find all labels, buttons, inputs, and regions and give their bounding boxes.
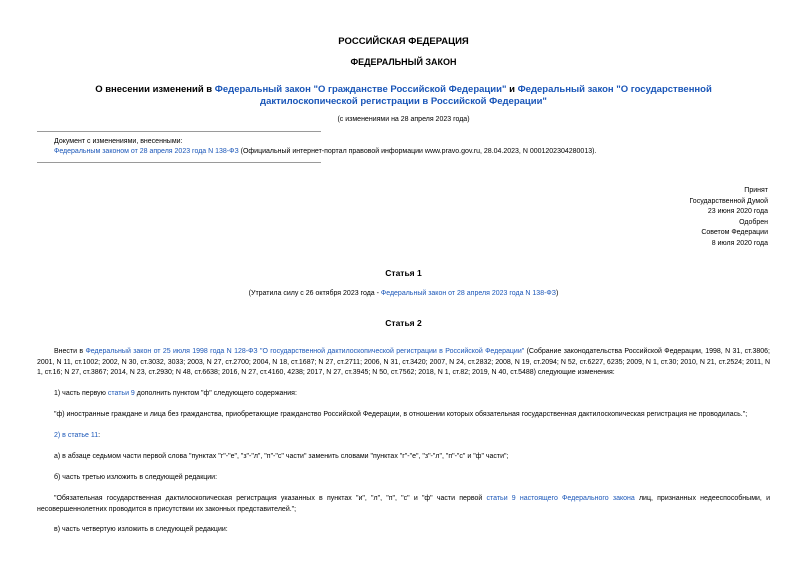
title-middle: и — [506, 84, 518, 95]
amendments-line — [54, 147, 794, 157]
intro-start: Внести в — [54, 348, 86, 355]
adoption-block — [689, 186, 768, 249]
repealed-law-link[interactable]: Федеральный закон от 28 апреля 2023 года N 138-ФЗ — [380, 290, 556, 297]
paragraph-1 — [37, 389, 770, 400]
p3-number-link[interactable]: 2) — [54, 432, 63, 439]
paragraph-7: в) часть четвертую изложить в следующей редакции: — [54, 526, 228, 533]
adoption-line: Государственной Думой — [689, 197, 768, 205]
repealed-prefix: (Утратила силу с 26 октября 2023 года - — [248, 290, 381, 297]
intro-rest: (Собрание законодательства Российской Федерации, 1998, N 31, ст.3806; 2001, N 11, ст.1002; 2002, N 30, ст.3032, 3033; 2003, N 27, ст.2700; 2004, N 18, ст.1687; N 27, ст.2711; 2006, N 31, ст.3420; 2007, N 24, ст.2832; 2008, N 19, ст.2094; N 52, ст.6227, 6235; 2009, N 1, ст.30; 2010, N 21, ст.2524; 2011, N 1, ст.16; N 27, ст.3867; 2014, N 23, ст.2930; N 48, ст.6638; 2016, N 27, ст.4160, 4238; 2017, N 27, ст.3945; N 50, ст.7562; 2018, N 1, ст.82; 2019, N 40, ст.5488) следующие изменения: — [37, 348, 770, 376]
article-2-heading: Статья 2 — [385, 318, 422, 328]
amendment-law-link[interactable]: Федеральным законом от 28 апреля 2023 года N 138-ФЗ — [54, 148, 239, 155]
repealed-suffix: ) — [555, 290, 559, 297]
law-type-heading: ФЕДЕРАЛЬНЫЙ ЗАКОН — [350, 57, 457, 67]
article-11-link[interactable]: в статье 11 — [62, 432, 99, 439]
country-heading: РОССИЙСКАЯ ФЕДЕРАЦИЯ — [338, 36, 469, 47]
divider-bottom — [37, 162, 321, 163]
changes-note: (с изменениями на 28 апреля 2023 года) — [337, 116, 470, 123]
paragraph-5: б) часть третью изложить в следующей редакции: — [54, 474, 218, 481]
p1-rest: дополнить пунктом "ф" следующего содержания: — [134, 390, 297, 397]
amendments-box — [54, 137, 794, 157]
title-prefix: О внесении изменений в — [95, 84, 215, 95]
article-1-heading: Статья 1 — [385, 268, 422, 278]
article-1-repealed-note — [0, 290, 807, 297]
adoption-line: Одобрен — [739, 218, 768, 226]
adoption-line: 8 июля 2020 года — [711, 239, 768, 247]
paragraph-6 — [37, 494, 770, 515]
paragraph-2: "ф) иностранные граждане и лица без гражданства, приобретающие гражданство Российской Федерации, в отношении которых обязательная государственная дактилоскопическая регистрация не проводилась."; — [54, 411, 748, 418]
article-2-intro — [37, 347, 770, 379]
p1-start: 1) часть первую — [54, 390, 108, 397]
p6-start: "Обязательная государственная дактилоскопическая регистрация указанных в пунктах "и", "л", "п", "с" и "ф" части первой — [54, 495, 487, 502]
adoption-line: 23 июня 2020 года — [707, 208, 768, 215]
amendment-source: (Официальный интернет-портал правовой информации www.pravo.gov.ru, 28.04.2023, N 0001202304280013). — [238, 148, 597, 155]
paragraph-4: а) в абзаце седьмом части первой слова "пунктах "г"-"е", "з"-"л", "п"-"с" части" заменить словами "пунктах "г"-"е", "з"-"л", "п"-"с" и "ф" части"; — [54, 453, 509, 460]
p6-rest: лиц, признанных недееспособными, и несовершеннолетних проводится в присутствии их законных представителей."; — [37, 495, 770, 513]
article-9-link[interactable]: статьи 9 — [107, 390, 135, 397]
law-128-fz-link[interactable]: Федеральный закон от 25 июля 1998 года N 128-ФЗ "О государственной дактилоскопической регистрации в Российской Федерации" — [85, 348, 525, 355]
law-title — [60, 84, 747, 108]
title-link-citizenship-law[interactable]: Федеральный закон "О гражданстве Российской Федерации" — [214, 84, 507, 95]
title-link-dactyloscopic-law[interactable]: Федеральный закон "О государственной дактилоскопической регистрации в Российской Федерации" — [260, 84, 712, 107]
adoption-line: Принят — [744, 187, 768, 194]
article-9-this-law-link[interactable]: статьи 9 настоящего Федерального закона — [486, 495, 635, 502]
adoption-line: Советом Федерации — [701, 229, 768, 236]
p3-colon: : — [98, 432, 101, 439]
divider-top — [37, 131, 321, 132]
amendments-label: Документ с изменениями, внесенными: — [54, 138, 183, 145]
paragraph-3 — [37, 431, 770, 442]
